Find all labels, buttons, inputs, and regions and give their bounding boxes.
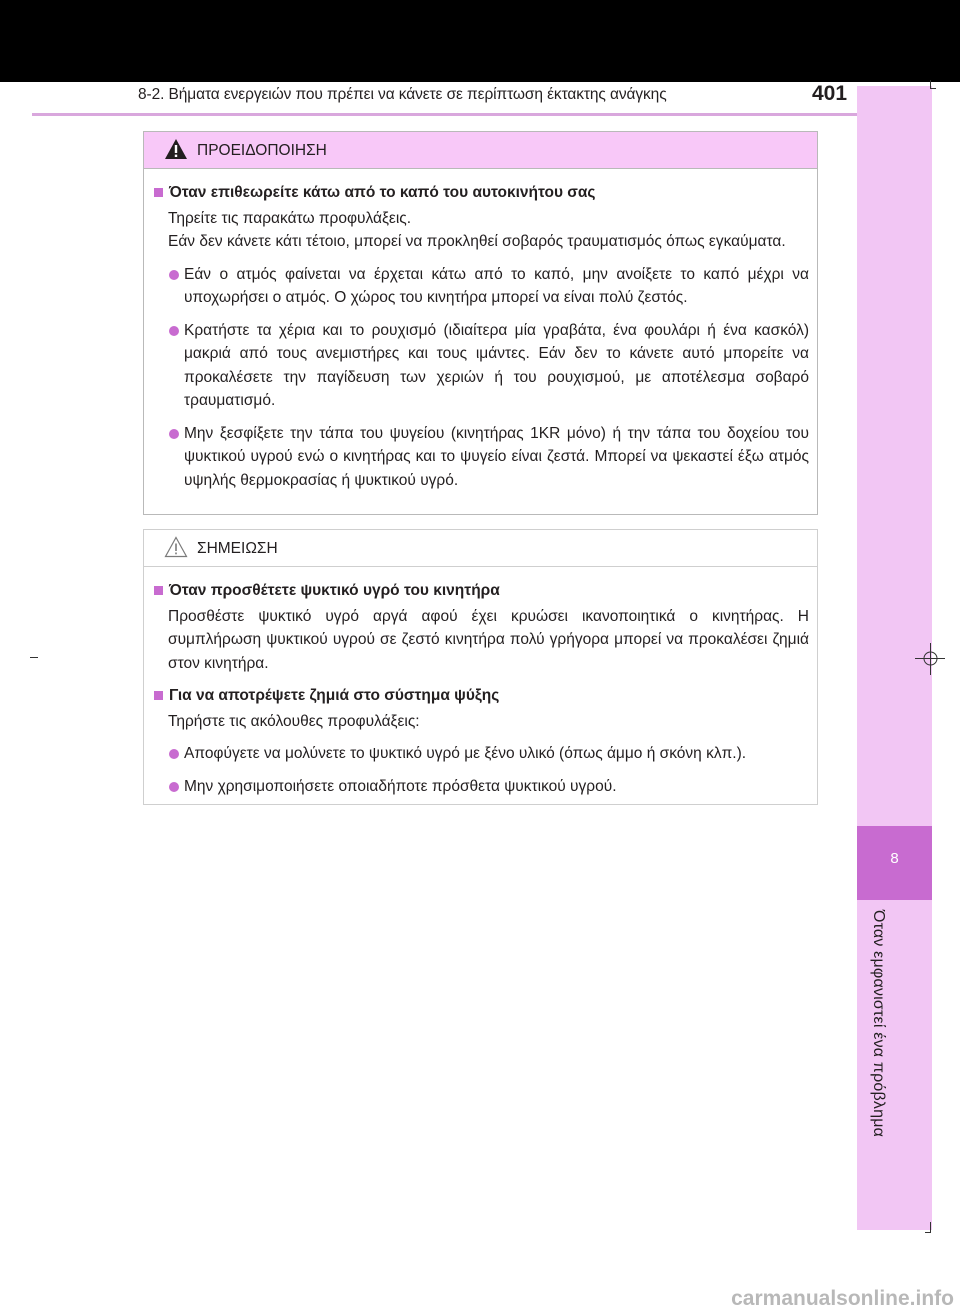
chapter-number: 8 xyxy=(890,850,899,867)
registration-circle xyxy=(923,651,938,666)
notice-box xyxy=(143,529,818,805)
page-header-title: 8-2. Βήματα ενεργειών που πρέπει να κάνετε σε περίπτωση έκτακτης ανάγκης xyxy=(138,86,667,103)
bullet-item: Εάν ο ατμός φαίνεται να έρχεται κάτω από το καπό, μην ανοίξετε το καπό μέχρι να υποχωρήσει ο ατμός. Ο χώρος του κινητήρα μπορεί να είναι πολύ ζεστός. xyxy=(154,263,809,310)
round-bullet-icon xyxy=(169,782,179,792)
paragraph: Τηρείτε τις παρακάτω προφυλάξεις. xyxy=(168,209,412,227)
header-divider xyxy=(32,113,930,116)
square-bullet-icon xyxy=(154,188,163,197)
paragraph: Εάν δεν κάνετε κάτι τέτοιο, μπορεί να προκληθεί σοβαρός τραυματισμός όπως εγκαύματα. xyxy=(168,233,786,250)
warning-label: ΠΡΟΕΙΔΟΠΟΙΗΣΗ xyxy=(197,142,327,159)
bullet-item: Μην ξεσφίξετε την τάπα του ψυγείου (κινητήρας 1KR μόνο) ή την τάπα του δοχείου του ψυκτικού υγρού ενώ ο κινητήρας και το ψυγείο είναι ζεστά. Μπορεί να ψεκαστεί έξω ατμός υψηλής θερμοκρασίας ή ψυκτικού υγρό. xyxy=(154,422,809,493)
crop-mark xyxy=(930,80,931,88)
warning-header xyxy=(144,132,817,169)
watermark-text: carmanualsonline.info xyxy=(731,1287,954,1310)
paragraph: Τηρήστε τις ακόλουθες προφυλάξεις: xyxy=(168,712,420,730)
notice-label: ΣΗΜΕΙΩΣΗ xyxy=(197,540,278,557)
notice-body xyxy=(144,567,817,798)
bullet-item: Μην χρησιμοποιήσετε οποιαδήποτε πρόσθετα ψυκτικού υγρού. xyxy=(154,775,809,799)
crop-mark xyxy=(925,1232,931,1233)
top-black-band xyxy=(0,0,960,82)
round-bullet-icon xyxy=(169,749,179,759)
section-title: Όταν επιθεωρείτε κάτω από το καπό του αυτοκινήτου σας xyxy=(154,181,809,205)
bullet-item: Αποφύγετε να μολύνετε το ψυκτικό υγρό με ξένο υλικό (όπως άμμο ή σκόνη κλπ.). xyxy=(154,742,809,766)
crop-mark xyxy=(930,1222,931,1232)
crop-mark xyxy=(30,657,38,658)
square-bullet-icon xyxy=(154,691,163,700)
crop-mark xyxy=(930,88,936,89)
warning-triangle-icon xyxy=(164,138,188,160)
square-bullet-icon xyxy=(154,586,163,595)
notice-header xyxy=(144,530,817,567)
chapter-title: Όταν εμφανιστεί ένα πρόβλημα xyxy=(870,910,887,1138)
chapter-tab[interactable] xyxy=(857,826,932,900)
round-bullet-icon xyxy=(169,270,179,280)
section-title: Για να αποτρέψετε ζημιά στο σύστημα ψύξης xyxy=(154,684,809,708)
warning-box xyxy=(143,131,818,515)
section-title: Όταν προσθέτετε ψυκτικό υγρό του κινητήρα xyxy=(154,579,809,603)
warning-body xyxy=(144,169,817,492)
bullet-item: Κρατήστε τα χέρια και το ρουχισμό (ιδιαίτερα μία γραβάτα, ένα φουλάρι ή ένα κασκόλ) μακριά από τους ανεμιστήρες και τους ιμάντες. Εάν δεν το κάνετε αυτό μπορείτε να προκαλέσετε την παγίδευση των χεριών ή του ρουχισμού, με αποτέλεσμα σοβαρό τραυματισμό. xyxy=(154,319,809,413)
page-number: 401 xyxy=(812,82,848,105)
paragraph: Προσθέστε ψυκτικό υγρό αργά αφού έχει κρυώσει ικανοποιητικά ο κινητήρας. Η συμπλήρωση ψυκτικού υγρού σε ζεστό κινητήρα πολύ γρήγορα μπορεί να προκαλέσει ζημιά στον κινητήρα. xyxy=(168,607,809,672)
notice-triangle-icon xyxy=(164,536,188,558)
round-bullet-icon xyxy=(169,429,179,439)
round-bullet-icon xyxy=(169,326,179,336)
